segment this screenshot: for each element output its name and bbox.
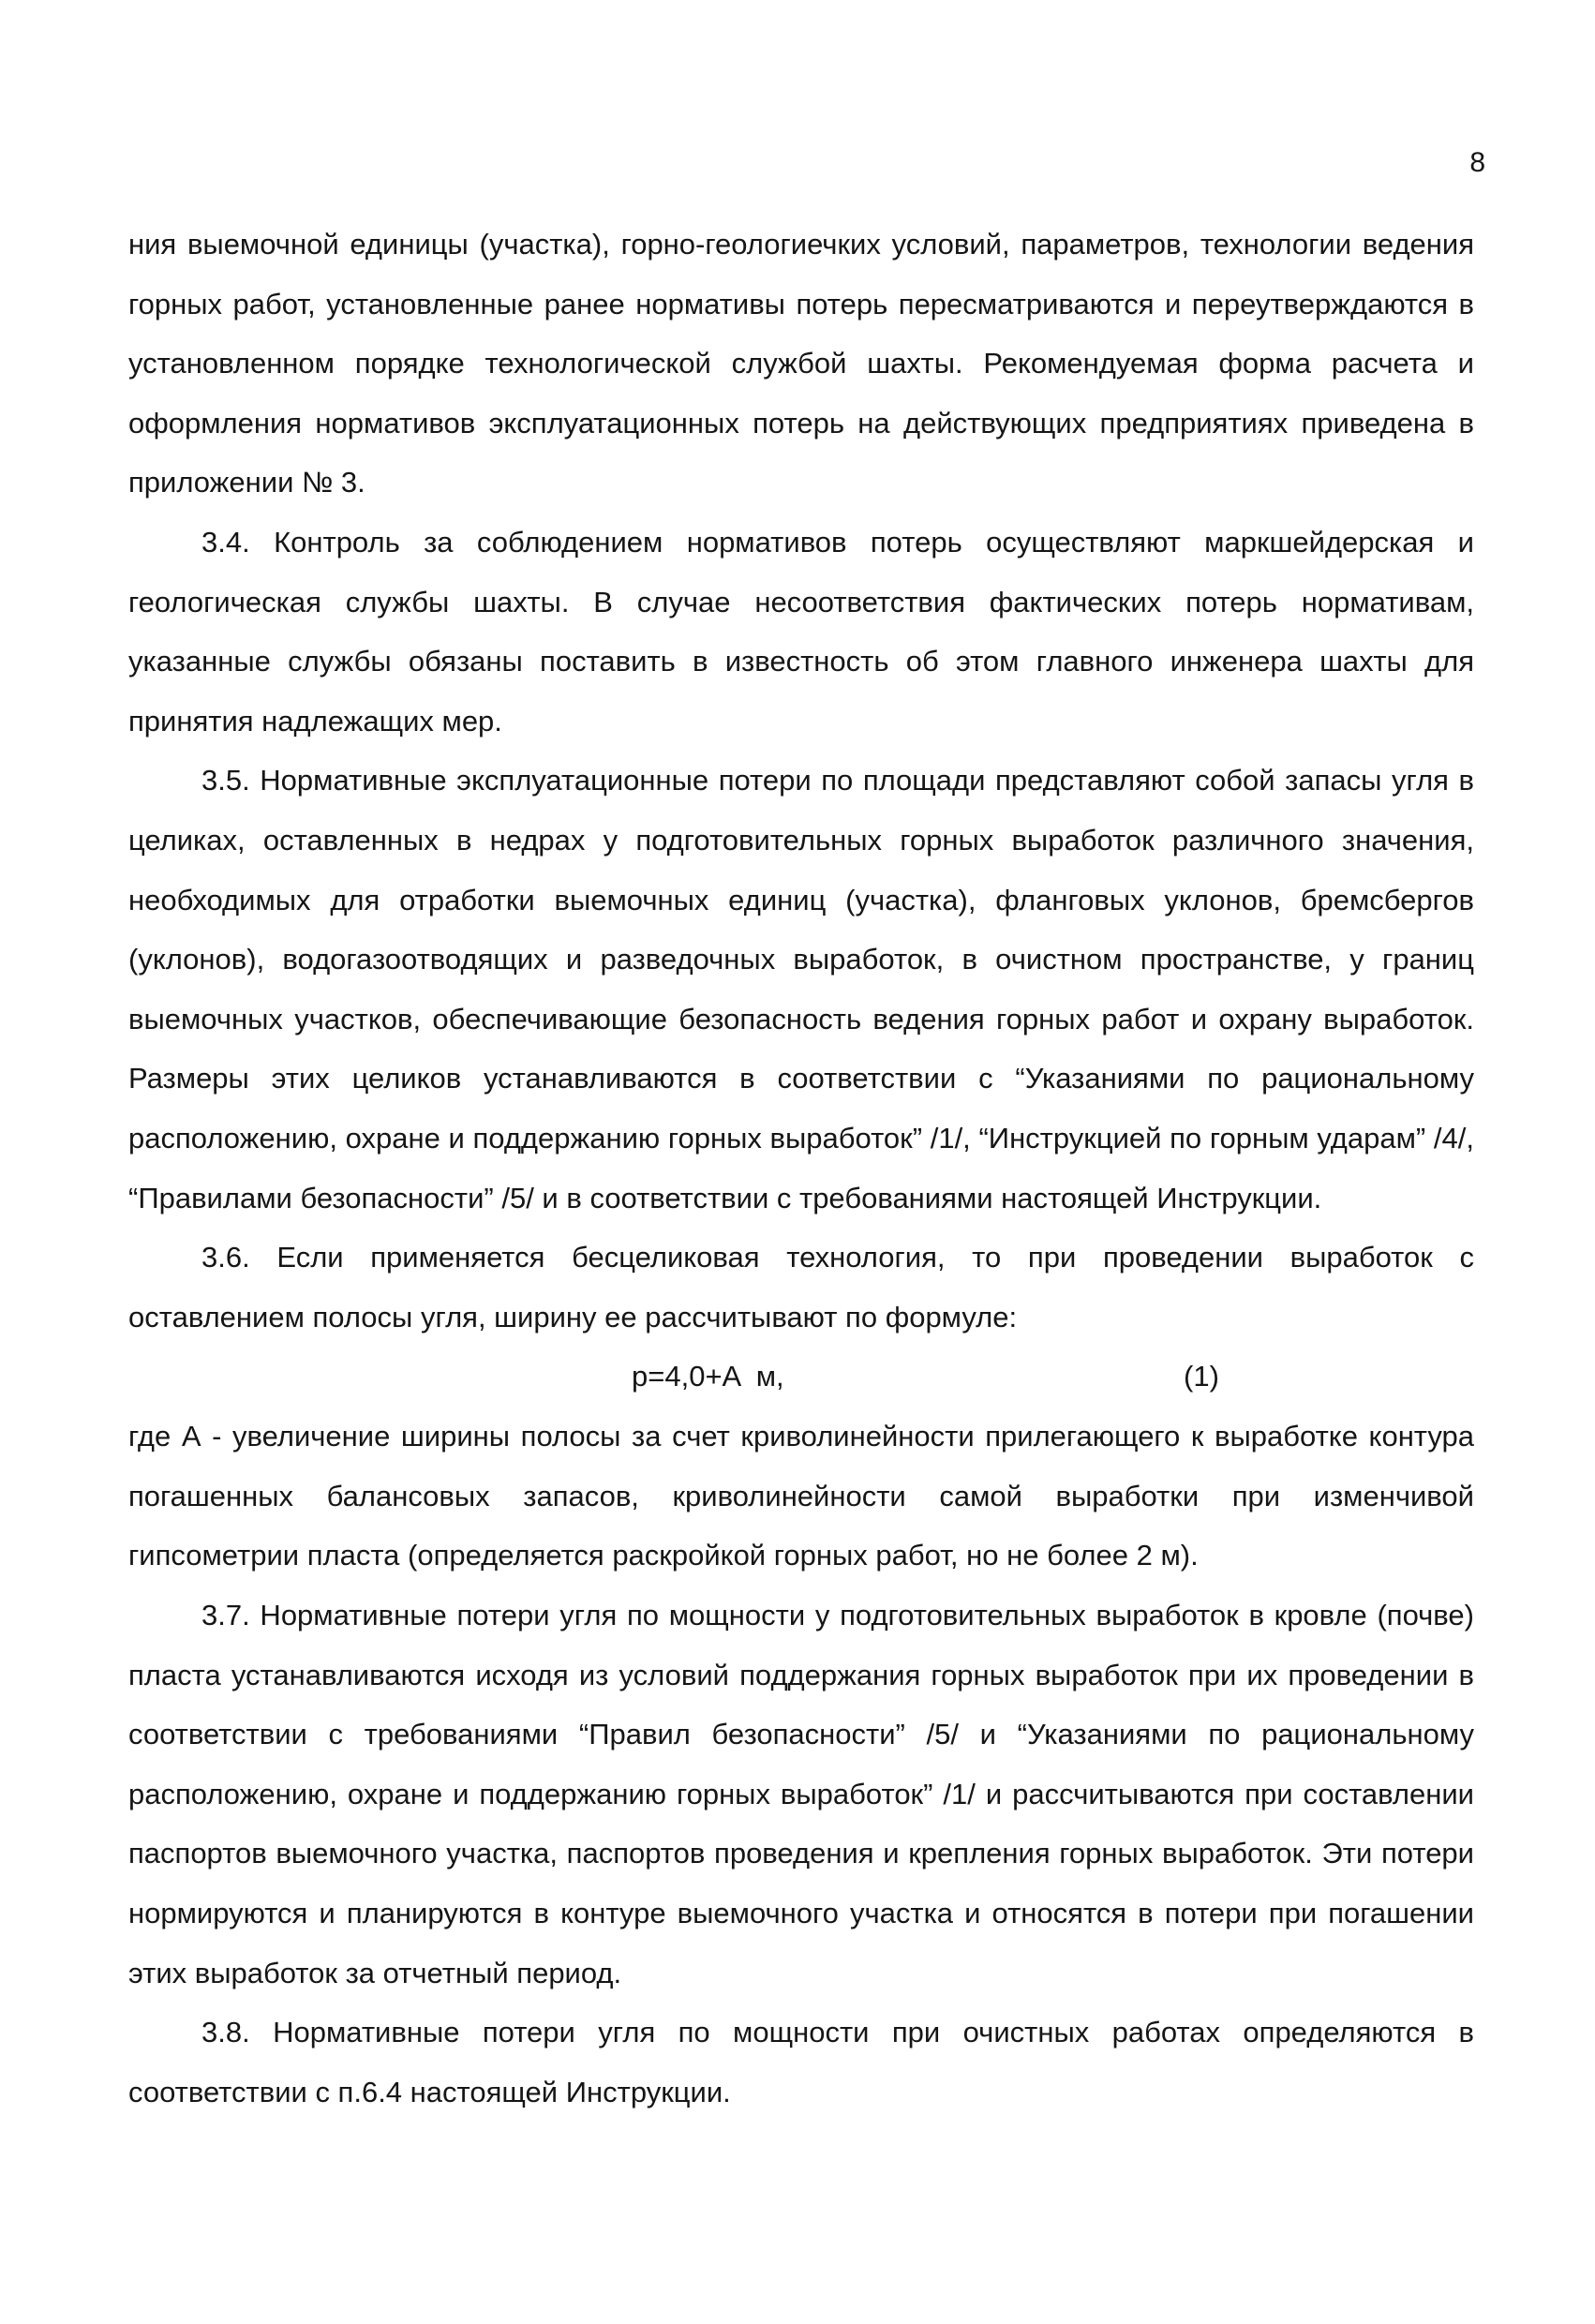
paragraph-3-6: 3.6. Если применяется бесцеликовая технология, то при проведении выработок с оставлением полосы угля, ширину ее рассчитывают по формуле: (128, 1241, 1474, 1333)
paragraph-3-7: 3.7. Нормативные потери угля по мощности у подготовительных выработок в кровле (почве) пласта устанавливаются исходя из условий поддержания горных выработок при их проведении в соответствии с требованиями “Правил безопасности” /5/ и “Указаниями по рациональному расположению, охране и поддержанию горных выработок” /1/ и рассчитываются при составлении паспортов выемочного участка, паспортов проведения и крепления горных выработок. Эти потери нормируются и планируются в контуре выемочного участка и относятся в потери при погашении этих выработок за отчетный период. (128, 1599, 1474, 1989)
paragraph-formula-explanation: где А - увеличение ширины полосы за счет криволинейности прилегающего к выработке контура погашенных балансовых запасов, криволинейности самой выработки при изменчивой гипсометрии пласта (определяется раскройкой горных работ, но не более 2 м). (128, 1420, 1474, 1572)
formula-row (128, 1347, 1474, 1407)
formula-expression: p=4,0+A м, (632, 1360, 784, 1393)
paragraph-continuation: ния выемочной единицы (участка), горно-геологиечких условий, параметров, технологии ведения горных работ, установленные ранее нормативы потерь пересматриваются и переутверждаются в установленном порядке технологической службой шахты. Рекомендуемая форма расчета и оформления нормативов эксплуатационных потерь на действующих предприятиях приведена в приложении № 3. (128, 228, 1474, 499)
page-body (128, 215, 1474, 2122)
formula-number: (1) (1184, 1360, 1219, 1393)
paragraph-3-4: 3.4. Контроль за соблюдением нормативов потерь осуществляют маркшейдерская и геологическая службы шахты. В случае несоответствия фактических потерь нормативам, указанные службы обязаны поставить в известность об этом главного инженера шахты для принятия надлежащих мер. (128, 525, 1474, 737)
page-number: 8 (1469, 147, 1485, 178)
paragraph-3-8: 3.8. Нормативные потери угля по мощности при очистных работах определяются в соответствии с п.6.4 настоящей Инструкции. (128, 2016, 1474, 2108)
paragraph-3-5: 3.5. Нормативные эксплуатационные потери по площади представляют собой запасы угля в целиках, оставленных в недрах у подготовительных горных выработок различного значения, необходимых для отработки выемочных единиц (участка), фланговых уклонов, бремсбергов (уклонов), водогазоотводящих и разведочных выработок, в очистном пространстве, у границ выемочных участков, обеспечивающие безопасность ведения горных работ и охрану выработок. Размеры этих целиков устанавливаются в соответствии с “Указаниями по рациональному расположению, охране и поддержанию горных выработок” /1/, “Инструкцией по горным ударам” /4/, “Правилами безопасности” /5/ и в соответствии с требованиями настоящей Инструкции. (128, 764, 1474, 1214)
